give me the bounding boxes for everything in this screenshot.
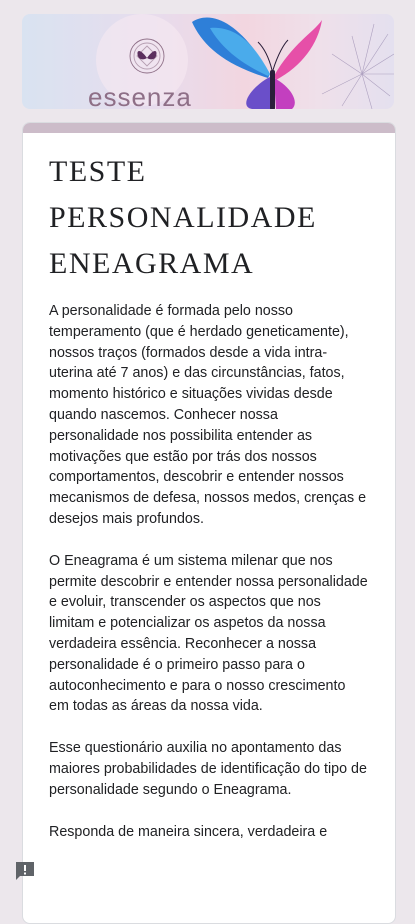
form-header-card xyxy=(22,122,396,924)
description-paragraph: Esse questionário auxilia no apontamento das maiores probabilidades de identificação do tipo de personalidade segundo o Eneagrama. xyxy=(49,740,367,798)
feedback-icon[interactable] xyxy=(14,860,36,882)
accent-bar xyxy=(23,123,395,133)
brand-name: essenza xyxy=(88,82,192,109)
banner-art xyxy=(22,14,394,109)
description-paragraph: A personalidade é formada pelo nosso temperamento (que é herdado geneticamente), nossos traços (formados desde a vida intra-uterina até 7 anos) e das circunstâncias, fatos, momento histórico e situações vividas desde quando nascemos. Conhecer nossa personalidade nos possibilita entender as motivações que estão por trás dos nossos comportamentos, descobrir e entender nossos mecanismos de defesa, nossos medos, crenças e desejos mais profundos. xyxy=(49,303,367,527)
form-title: TESTE PERSONALIDADE ENEAGRAMA xyxy=(49,155,317,280)
description-paragraph: O Eneagrama é um sistema milenar que nos permite descobrir e entender nossa personalidade e evoluir, transcender os aspectos que nos limitam e potencializar os aspetos da nossa verdadeira essência. Reconhecer a nossa personalidade é o primeiro passo para o autoconhecimento e para o nosso crescimento em todas as áreas da nossa vida. xyxy=(49,552,368,715)
form-description xyxy=(49,301,369,842)
description-paragraph: Responda de maneira sincera, verdadeira e xyxy=(49,823,328,840)
header-banner xyxy=(22,14,394,109)
butterfly-illustration xyxy=(192,18,322,109)
